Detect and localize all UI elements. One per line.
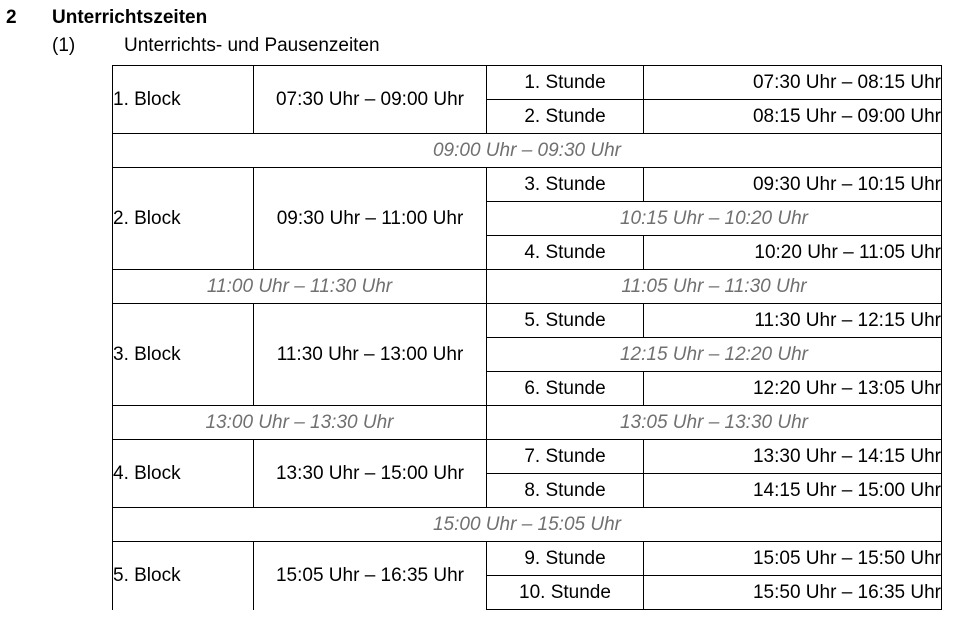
lesson-label: 2. Stunde [487, 100, 644, 134]
table-row [113, 66, 942, 100]
lesson-label: 9. Stunde [487, 542, 644, 576]
lesson-label: 6. Stunde [487, 372, 644, 406]
lesson-time: 08:15 Uhr – 09:00 Uhr [644, 100, 942, 134]
lesson-time: 09:30 Uhr – 10:15 Uhr [644, 168, 942, 202]
block-time-span: 07:30 Uhr – 09:00 Uhr [254, 66, 487, 134]
section-title: Unterrichtszeiten [52, 7, 208, 28]
table-row [113, 134, 942, 168]
block-time-span: 13:30 Uhr – 15:00 Uhr [254, 440, 487, 508]
table-row [113, 508, 942, 542]
table-row [113, 168, 942, 202]
schedule-table [112, 65, 942, 610]
block-time-span: 09:30 Uhr – 11:00 Uhr [254, 168, 487, 270]
short-break-time: 12:15 Uhr – 12:20 Uhr [487, 338, 942, 372]
lesson-label: 8. Stunde [487, 474, 644, 508]
break-time: 11:00 Uhr – 11:30 Uhr [113, 270, 487, 304]
lesson-label: 5. Stunde [487, 304, 644, 338]
table-row [113, 440, 942, 474]
lesson-label: 3. Stunde [487, 168, 644, 202]
section-number: 2 [6, 7, 17, 28]
block-time-span: 11:30 Uhr – 13:00 Uhr [254, 304, 487, 406]
lesson-time: 13:30 Uhr – 14:15 Uhr [644, 440, 942, 474]
lesson-time: 14:15 Uhr – 15:00 Uhr [644, 474, 942, 508]
lesson-time: 07:30 Uhr – 08:15 Uhr [644, 66, 942, 100]
block-label: 2. Block [113, 168, 254, 270]
break-time: 11:05 Uhr – 11:30 Uhr [487, 270, 942, 304]
block-label: 1. Block [113, 66, 254, 134]
break-time: 15:00 Uhr – 15:05 Uhr [113, 508, 942, 542]
table-row [113, 406, 942, 440]
lesson-time: 10:20 Uhr – 11:05 Uhr [644, 236, 942, 270]
subsection-title: Unterrichts- und Pausenzeiten [124, 35, 380, 56]
lesson-time: 12:20 Uhr – 13:05 Uhr [644, 372, 942, 406]
short-break-time: 10:15 Uhr – 10:20 Uhr [487, 202, 942, 236]
lesson-label: 4. Stunde [487, 236, 644, 270]
subsection-number: (1) [52, 35, 76, 56]
table-row [113, 270, 942, 304]
block-label: 4. Block [113, 440, 254, 508]
lesson-time: 15:50 Uhr – 16:35 Uhr [644, 576, 942, 610]
lesson-time: 15:05 Uhr – 15:50 Uhr [644, 542, 942, 576]
break-time: 13:00 Uhr – 13:30 Uhr [113, 406, 487, 440]
lesson-label: 7. Stunde [487, 440, 644, 474]
block-label: 5. Block [113, 542, 254, 610]
break-time: 09:00 Uhr – 09:30 Uhr [113, 134, 942, 168]
break-time: 13:05 Uhr – 13:30 Uhr [487, 406, 942, 440]
table-row [113, 304, 942, 338]
lesson-label: 1. Stunde [487, 66, 644, 100]
table-row [113, 542, 942, 576]
block-time-span: 15:05 Uhr – 16:35 Uhr [254, 542, 487, 610]
lesson-time: 11:30 Uhr – 12:15 Uhr [644, 304, 942, 338]
block-label: 3. Block [113, 304, 254, 406]
lesson-label: 10. Stunde [487, 576, 644, 610]
